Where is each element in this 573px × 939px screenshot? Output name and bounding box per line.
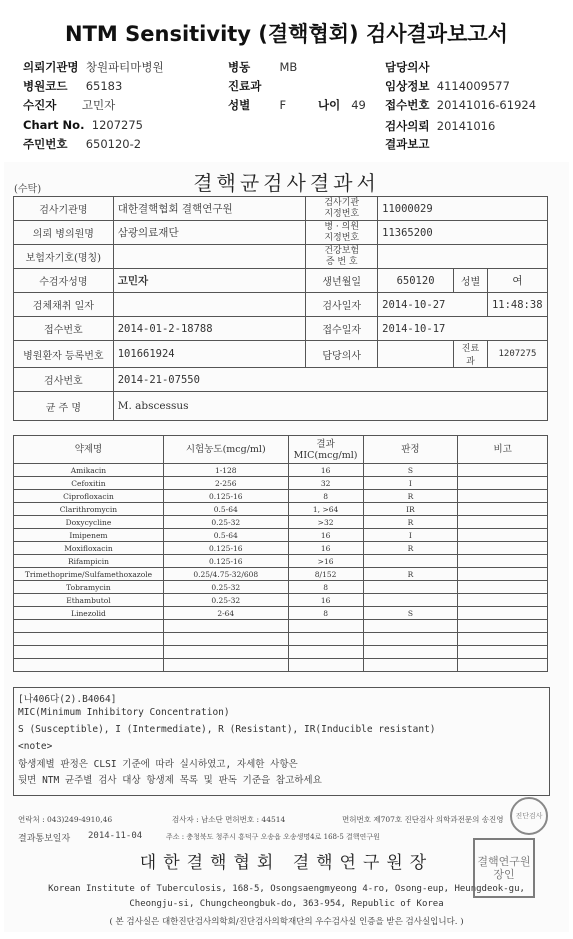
mic-result: 8 [288, 490, 363, 503]
sex-label: 성별 [454, 269, 488, 293]
remark [458, 555, 548, 568]
mic-result: 16 [288, 529, 363, 542]
sample-date-value [113, 293, 306, 317]
req-no-label: 병 · 의원 지정번호 [306, 221, 378, 245]
rcpt-no-label: 접수번호 [14, 317, 114, 341]
remark [458, 516, 548, 529]
empty-cell [288, 659, 363, 672]
dept-value: 1207275 [487, 341, 547, 368]
doc-value [378, 341, 454, 368]
remark [458, 607, 548, 620]
drug-name: Moxifloxacin [14, 542, 164, 555]
table-row [14, 568, 548, 581]
interpretation: R [363, 516, 458, 529]
remark [458, 542, 548, 555]
note-line: MIC(Minimum Inhibitory Concentration) [18, 707, 230, 718]
hospital-name-field: 의뢰기관명 창원파티마병원 [23, 60, 164, 74]
remark [458, 581, 548, 594]
interpretation: R [363, 490, 458, 503]
interpretation: S [363, 607, 458, 620]
concentration: 2-64 [163, 607, 288, 620]
empty-cell [458, 659, 548, 672]
ward-field: 병동 MB [228, 60, 298, 74]
table-row-empty [14, 646, 548, 659]
concentration: 0.5-64 [163, 529, 288, 542]
table-row-empty [14, 620, 548, 633]
table-row [14, 477, 548, 490]
table-row-empty [14, 633, 548, 646]
drug-name: Ethambutol [14, 594, 164, 607]
hospital-code-field: 병원코드 65183 [23, 79, 123, 93]
empty-cell [163, 659, 288, 672]
interpretation: R [363, 568, 458, 581]
drug-name: Linezolid [14, 607, 164, 620]
table-row [14, 490, 548, 503]
empty-cell [363, 659, 458, 672]
clinical-info-field: 임상정보 4114009577 [385, 79, 510, 93]
empty-cell [163, 633, 288, 646]
col-interpretation: 판정 [363, 436, 458, 464]
notes-box [13, 687, 550, 796]
remark [458, 490, 548, 503]
empty-cell [363, 633, 458, 646]
table-row-empty [14, 659, 548, 672]
drug-name: Cefoxitin [14, 477, 164, 490]
interpretation: R [363, 542, 458, 555]
organization-name: 대한결핵협회 결핵연구원장 [139, 853, 434, 873]
inst-label: 검사기관명 [14, 197, 114, 221]
empty-cell [14, 633, 164, 646]
page-title: NTM Sensitivity (결핵협회) 검사결과보고서 [65, 22, 508, 46]
report-date: 2014-11-04 [88, 831, 143, 841]
name-value: 고민자 [113, 269, 306, 293]
patient-info-table [13, 196, 548, 421]
address-kr: 주소 : 충청북도 청주시 흥덕구 오송읍 오송생명4로 168-5 결핵연구원 [166, 833, 380, 841]
official-seal: 결핵연구원장인 [473, 838, 535, 898]
name-label: 수검자성명 [14, 269, 114, 293]
remark [458, 529, 548, 542]
empty-cell [458, 633, 548, 646]
empty-cell [14, 659, 164, 672]
empty-cell [363, 646, 458, 659]
empty-cell [458, 620, 548, 633]
concentration: 0.25/4.75-32/608 [163, 568, 288, 581]
interpretation: IR [363, 503, 458, 516]
species-value: M. abscessus [113, 392, 547, 421]
concentration: 0.25-32 [163, 594, 288, 607]
test-date-label: 검사일자 [306, 293, 378, 317]
test-date-value: 2014-10-27 [378, 293, 488, 317]
mic-result: >16 [288, 555, 363, 568]
doc-label: 담당의사 [306, 341, 378, 368]
drug-name: Ciprofloxacin [14, 490, 164, 503]
table-row [14, 542, 548, 555]
inst-no-value: 11000029 [378, 197, 548, 221]
mic-result: 8 [288, 607, 363, 620]
empty-cell [14, 646, 164, 659]
empty-cell [163, 620, 288, 633]
rcpt-date-label: 접수일자 [306, 317, 378, 341]
drug-name: Amikacin [14, 464, 164, 477]
consignment-tag: (수탁) [14, 184, 42, 195]
remark [458, 477, 548, 490]
request-date-field: 검사의뢰 20141016 [385, 119, 496, 133]
empty-cell [288, 646, 363, 659]
certification-note: ( 본 검사실은 대한진단검사의학회/진단검사의학재단의 우수검사실 인증을 받은 검사실입니다. ) [109, 917, 464, 927]
rcpt-no-value: 2014-01-2-18788 [113, 317, 306, 341]
empty-cell [14, 620, 164, 633]
drug-name: Tobramycin [14, 581, 164, 594]
department-field: 진료과 [228, 79, 262, 93]
birth-value: 650120 [378, 269, 454, 293]
ins-no-value [378, 245, 548, 269]
address-en-1: Korean Institute of Tuberculosis, 168-5, Osongsaengmyeong 4-ro, Osong-eup, Heungdeok-gu, [48, 884, 525, 894]
report-date-label: 결과통보일자 [18, 834, 71, 844]
mic-result: 16 [288, 594, 363, 607]
interpretation [363, 555, 458, 568]
req-value: 삼광의료재단 [113, 221, 306, 245]
mic-result: 8 [288, 581, 363, 594]
note-line: [나406다(2).B4064] [18, 694, 117, 705]
concentration: 0.25-32 [163, 581, 288, 594]
report-title: 결핵균검사결과서 [193, 171, 380, 195]
interpretation [363, 581, 458, 594]
dept-label: 진료과 [454, 341, 488, 368]
inst-no-label: 검사기관 지정번호 [306, 197, 378, 221]
table-row [14, 555, 548, 568]
drug-name: Clarithromycin [14, 503, 164, 516]
interpretation: I [363, 477, 458, 490]
col-concentration: 시험농도(mcg/ml) [163, 436, 288, 464]
remark [458, 464, 548, 477]
concentration: 0.125-16 [163, 490, 288, 503]
doctor-field: 담당의사 [385, 60, 430, 74]
test-no-label: 검사번호 [14, 368, 114, 392]
empty-cell [458, 646, 548, 659]
empty-cell [163, 646, 288, 659]
remark [458, 568, 548, 581]
species-label: 균 주 명 [14, 392, 114, 421]
mic-result: 1, >64 [288, 503, 363, 516]
empty-cell [363, 620, 458, 633]
ins-value [113, 245, 306, 269]
remark [458, 594, 548, 607]
certification-seal: 진단검사 [510, 797, 548, 835]
susceptibility-table [13, 435, 548, 672]
interpretation [363, 594, 458, 607]
mic-result: 8/152 [288, 568, 363, 581]
table-row [14, 464, 548, 477]
concentration: 0.25-32 [163, 516, 288, 529]
req-label: 의뢰 병의원명 [14, 221, 114, 245]
empty-cell [288, 633, 363, 646]
interpretation: I [363, 529, 458, 542]
mic-result: >32 [288, 516, 363, 529]
col-remark: 비고 [458, 436, 548, 464]
address-en-2: Cheongju-si, Chungcheongbuk-do, 363-954, Republic of Korea [129, 899, 444, 909]
age-field: 나이 49 [318, 98, 366, 112]
rcpt-date-value: 2014-10-17 [378, 317, 548, 341]
mic-result: 16 [288, 542, 363, 555]
concentration: 0.125-16 [163, 555, 288, 568]
drug-name: Imipenem [14, 529, 164, 542]
remark [458, 503, 548, 516]
req-no-value: 11365200 [378, 221, 548, 245]
tester-info: 검사자 : 남소단 면허번호 : 44514 [172, 815, 286, 824]
result-report-field: 결과보고 [385, 137, 430, 151]
receipt-no-field: 접수번호 20141016-61924 [385, 98, 537, 112]
col-mic: 결과 MIC(mcg/ml) [288, 436, 363, 464]
col-drug: 약제명 [14, 436, 164, 464]
sex-field: 성별 F [228, 98, 287, 112]
table-row [14, 529, 548, 542]
note-line: 항생제별 판정은 CLSI 기준에 따라 실시하였고, 자세한 사항은 [18, 759, 298, 770]
concentration: 0.125-16 [163, 542, 288, 555]
concentration: 2-256 [163, 477, 288, 490]
table-row [14, 594, 548, 607]
drug-name: Trimethoprime/Sulfamethoxazole [14, 568, 164, 581]
inst-value: 대한결핵협회 결핵연구원 [113, 197, 306, 221]
note-line: S (Susceptible), I (Intermediate), R (Resistant), IR(Inducible resistant) [18, 724, 436, 735]
reg-label: 병원환자 등록번호 [14, 341, 114, 368]
table-row [14, 607, 548, 620]
concentration: 0.5-64 [163, 503, 288, 516]
note-line: <note> [18, 741, 53, 752]
chart-no-field: Chart No. 1207275 [23, 118, 143, 132]
sex-value: 여 [487, 269, 547, 293]
concentration: 1-128 [163, 464, 288, 477]
table-row [14, 581, 548, 594]
ins-label: 보험자기호(명칭) [14, 245, 114, 269]
resident-no-field: 주민번호 650120-2 [23, 137, 142, 151]
sample-date-label: 검체채취 일자 [14, 293, 114, 317]
doctor-license: 면허번호 제707호 진단검사 의학과전문의 송진영 [342, 815, 504, 824]
ins-no-label: 건강보험 증 번 호 [306, 245, 378, 269]
test-time-value: 11:48:38 [487, 293, 547, 317]
patient-name-field: 수진자 고민자 [23, 98, 116, 112]
interpretation: S [363, 464, 458, 477]
mic-result: 32 [288, 477, 363, 490]
reg-value: 101661924 [113, 341, 306, 368]
table-row [14, 516, 548, 529]
test-no-value: 2014-21-07550 [113, 368, 547, 392]
note-line: 뒷면 NTM 균주별 검사 대상 항생제 목록 및 판독 기준을 참고하세요 [18, 775, 322, 786]
table-row [14, 503, 548, 516]
empty-cell [288, 620, 363, 633]
contact-phone: 연락처 : 043)249-4910,46 [18, 815, 113, 824]
drug-name: Rifampicin [14, 555, 164, 568]
birth-label: 생년월일 [306, 269, 378, 293]
table-header-row [14, 436, 548, 464]
drug-name: Doxycycline [14, 516, 164, 529]
mic-result: 16 [288, 464, 363, 477]
